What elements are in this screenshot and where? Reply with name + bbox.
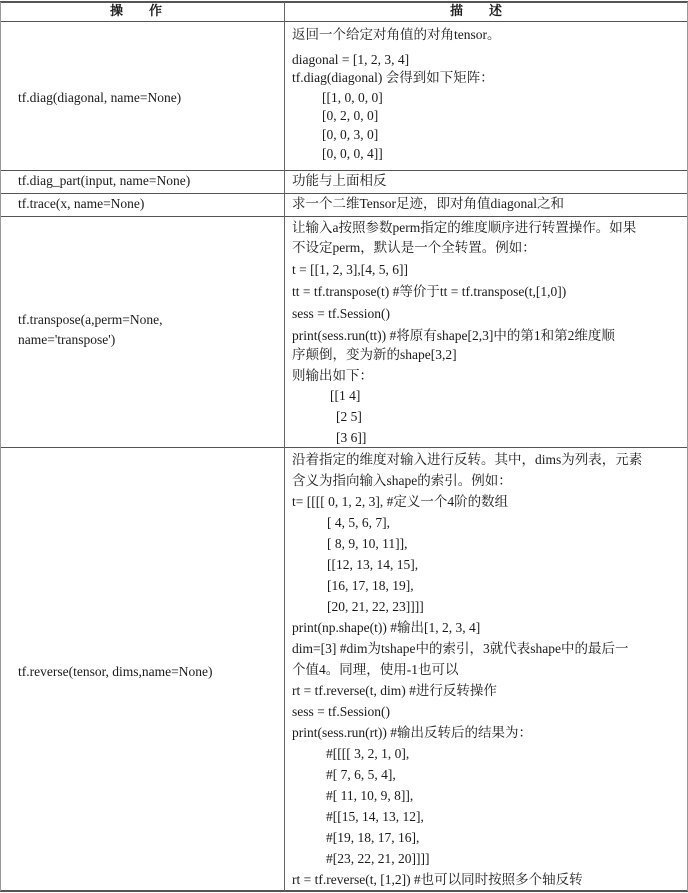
description-line: [16, 17, 18, 19], [327,578,414,593]
row-divider [0,193,688,194]
description-line: rt = tf.reverse(t, [1,2]) #也可以同时按照多个轴反转 [292,872,583,887]
description-line: 沿着指定的维度对输入进行反转。其中，dims为列表，元素 [292,452,643,467]
column-divider [284,2,285,891]
description-line: #[ 11, 10, 9, 8]], [326,788,414,803]
description-line: [3 6]] [336,430,367,445]
table-top-border [0,1,688,3]
description-line: [ 4, 5, 6, 7], [327,515,390,530]
header-description: 描 述 [450,4,503,19]
description-line: dim=[3] #dim为tshape中的索引，3就代表shape中的最后一 [292,641,629,656]
operation-name: tf.diag_part(input, name=None) [18,173,191,188]
description-line: 含义为指向输入shape的索引。例如： [292,473,512,488]
description-line: sess = tf.Session() [292,704,390,719]
description-line: 返回一个给定对角值的对角tensor。 [292,27,501,42]
operation-name: tf.trace(x, name=None) [18,196,145,211]
description-line: tf.diag(diagonal) 会得到如下矩阵： [292,70,494,85]
description-line: 则输出如下： [292,368,373,383]
description-line: #[[[[ 3, 2, 1, 0], [326,746,410,761]
description-line: print(sess.run(rt)) #输出反转后的结果为： [292,725,532,740]
row-divider [0,170,688,171]
table-bottom-border [0,890,688,892]
description-line: [ 8, 9, 10, 11]], [327,536,408,551]
description-line: [0, 0, 3, 0] [322,127,379,142]
description-line: sess = tf.Session() [292,306,390,321]
description-line: [[1 4] [330,388,361,403]
description-line: [0, 2, 0, 0] [322,108,379,123]
operation-name: tf.transpose(a,perm=None, [18,312,163,327]
description-line: 功能与上面相反 [292,173,387,188]
operation-name: name='transpose') [18,332,116,347]
description-line: #[[15, 14, 13, 12], [326,809,424,824]
description-line: print(sess.run(tt)) #将原有shape[2,3]中的第1和第2维度顺 [292,328,615,343]
description-line: print(np.shape(t)) #输出[1, 2, 3, 4] [292,620,481,635]
description-line: #[19, 18, 17, 16], [326,830,420,845]
description-line: diagonal = [1, 2, 3, 4] [292,52,410,67]
description-line: #[ 7, 6, 5, 4], [326,767,396,782]
description-line: tt = tf.transpose(t) #等价于tt = tf.transpose(t,[1,0]) [292,284,567,299]
table-left-edge [0,2,1,891]
description-line: 求一个二维Tensor足迹，即对角值diagonal之和 [292,196,565,211]
description-line: 序颠倒，变为新的shape[3,2] [292,347,457,362]
header-operation: 操 作 [110,4,163,19]
row-divider [0,21,688,22]
description-line: [[1, 0, 0, 0] [322,90,383,105]
description-line: [2 5] [336,409,362,424]
description-line: rt = tf.reverse(t, dim) #进行反转操作 [292,683,497,698]
row-divider [0,447,688,448]
description-line: 让输入a按照参数perm指定的维度顺序进行转置操作。如果 [292,220,637,235]
row-divider [0,216,688,217]
description-line: 不设定perm，默认是一个全转置。例如： [292,240,536,255]
operation-name: tf.diag(diagonal, name=None) [18,90,182,105]
description-line: t= [[[[ 0, 1, 2, 3], #定义一个4阶的数组 [292,494,509,509]
description-line: #[23, 22, 21, 20]]]] [326,851,430,866]
description-line: t = [[1, 2, 3],[4, 5, 6]] [292,262,408,277]
description-line: [0, 0, 0, 4]] [322,146,383,161]
operation-name: tf.reverse(tensor, dims,name=None) [18,664,213,679]
description-line: [[12, 13, 14, 15], [327,557,419,572]
description-line: [20, 21, 22, 23]]]] [327,599,424,614]
description-line: 个值4。同理，使用-1也可以 [292,662,459,677]
